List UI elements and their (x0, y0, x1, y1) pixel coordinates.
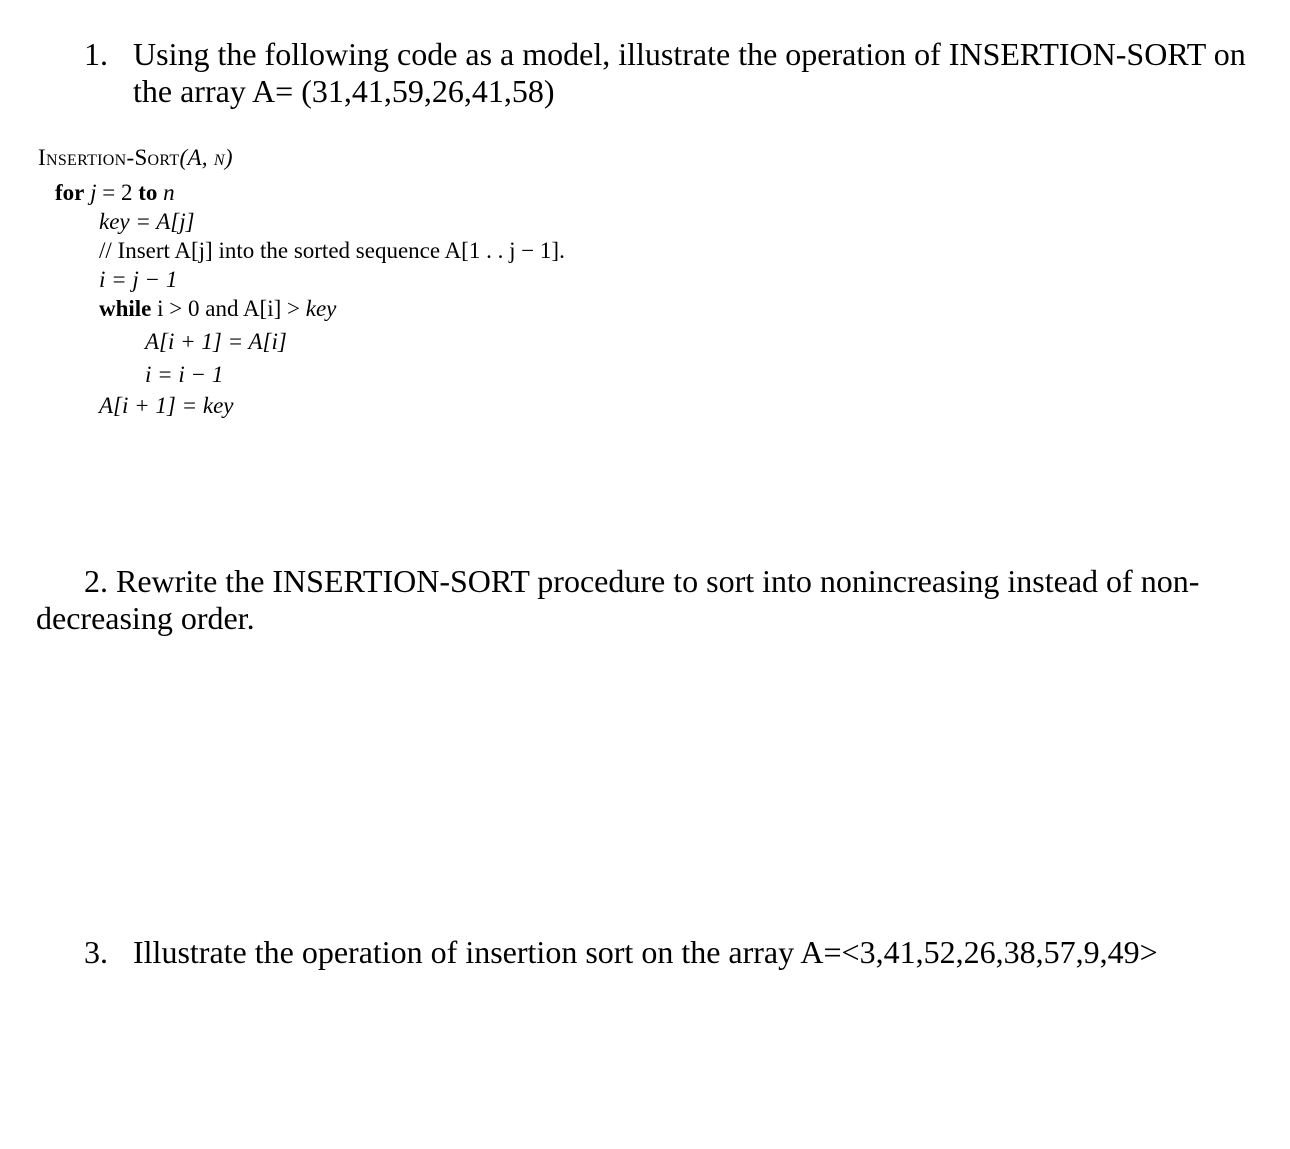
final-key: key (202, 393, 234, 418)
question-1-number: 1. (84, 36, 108, 72)
procedure-params: (A, n) (179, 145, 233, 170)
question-1-line-2: the array A= (31,41,59,26,41,58) (133, 73, 555, 109)
code-line-while (99, 294, 336, 323)
for-init: = 2 (96, 180, 139, 205)
question-1-line-1: Using the following code as a model, illustrate the operation of INSERTION-SORT on (133, 36, 1246, 72)
question-2-line-1: 2. Rewrite the INSERTION-SORT procedure to sort into nonincreasing instead of non- (84, 563, 1200, 599)
for-bound: n (163, 180, 175, 205)
code-line-for (55, 178, 175, 207)
while-condition: i > 0 and A[i] > (151, 296, 306, 321)
code-line-decrement: i = i − 1 (145, 362, 224, 387)
question-1-text (133, 36, 1263, 110)
while-condition-key: key (305, 296, 337, 321)
procedure-header (38, 143, 233, 172)
for-keyword: for (55, 180, 85, 205)
code-line-i-assign: i = j − 1 (99, 267, 178, 292)
question-2 (36, 563, 1256, 637)
procedure-name: Insertion-Sort (38, 145, 180, 170)
code-line-final (99, 391, 234, 420)
for-variable: j (90, 180, 97, 205)
key-assignment: = A[j] (129, 209, 195, 234)
key-variable: key (99, 209, 130, 234)
code-line-shift: A[i + 1] = A[i] (145, 329, 287, 354)
final-assignment: A[i + 1] = (99, 393, 203, 418)
code-line-key (99, 207, 195, 236)
to-keyword: to (138, 180, 158, 205)
question-2-line-2: decreasing order. (36, 600, 255, 636)
while-keyword: while (99, 296, 152, 321)
question-3-number: 3. (84, 934, 108, 970)
question-3-text: Illustrate the operation of insertion sort on the array A=<3,41,52,26,38,57,9,49> (133, 934, 1158, 970)
code-line-comment: // Insert A[j] into the sorted sequence A[1 . . j − 1]. (99, 238, 565, 263)
